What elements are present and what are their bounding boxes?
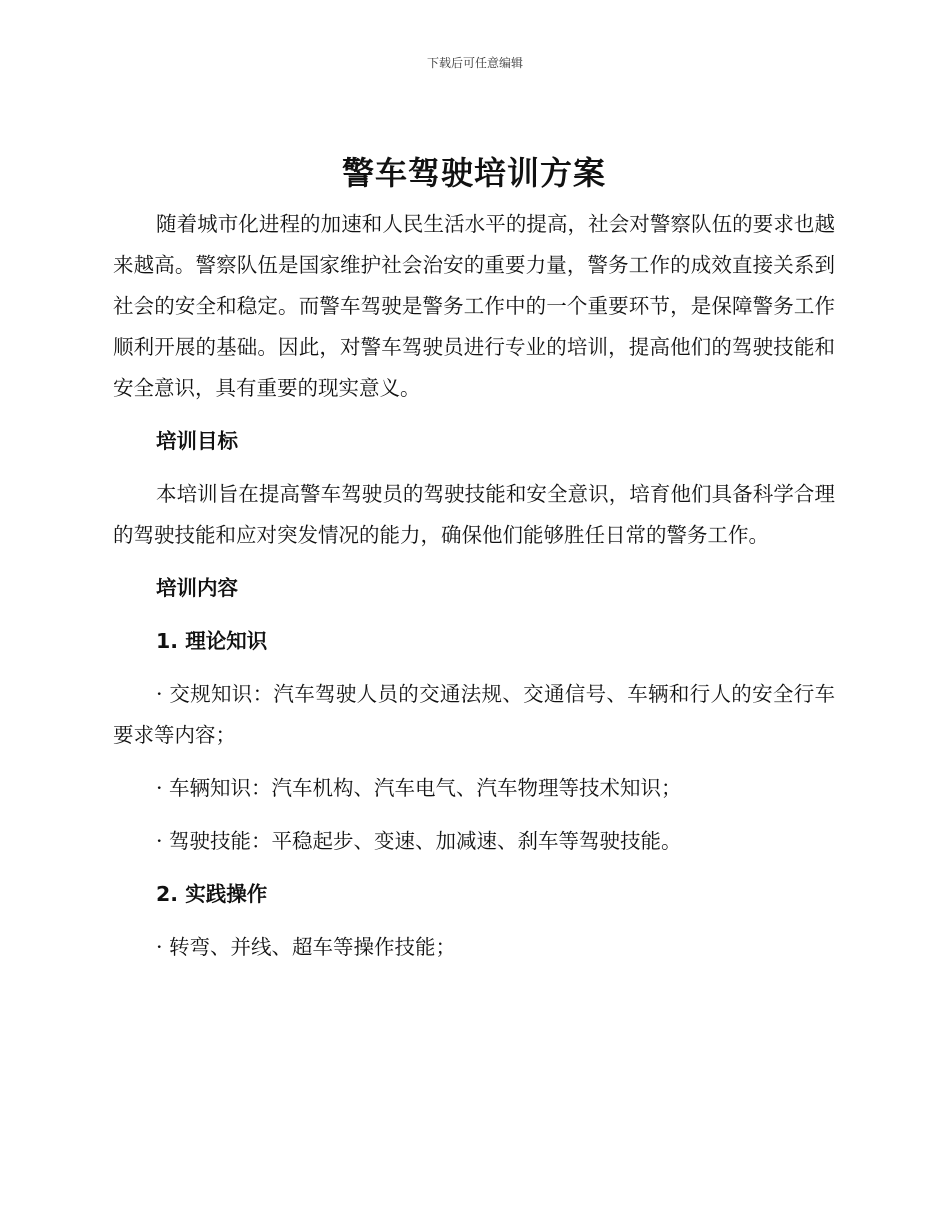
- header-note: 下载后可任意编辑: [426, 56, 523, 70]
- list-item: · 交规知识：汽车驾驶人员的交通法规、交通信号、车辆和行人的安全行车要求等内容；: [113, 682, 835, 747]
- list-item: · 转弯、并线、超车等操作技能；: [156, 935, 457, 959]
- document-title: 警车驾驶培训方案: [341, 154, 606, 192]
- document-body: [113, 150, 835, 968]
- list-item: · 驾驶技能：平稳起步、变速、加减速、刹车等驾驶技能。: [156, 829, 682, 853]
- intro-paragraph: 随着城市化进程的加速和人民生活水平的提高，社会对警察队伍的要求也越来越高。警察队伍是国家维护社会治安的重要力量，警务工作的成效直接关系到社会的安全和稳定。而警车驾驶是警务工作中的一个重要环节，是保障警务工作顺利开展的基础。因此，对警车驾驶员进行专业的培训，提高他们的驾驶技能和安全意识，具有重要的现实意义。: [113, 212, 835, 400]
- list-item: · 车辆知识：汽车机构、汽车电气、汽车物理等技术知识；: [156, 776, 682, 800]
- goal-paragraph: 本培训旨在提高警车驾驶员的驾驶技能和安全意识，培育他们具备科学合理的驾驶技能和应对突发情况的能力，确保他们能够胜任日常的警务工作。: [113, 482, 835, 547]
- section-heading-content: 培训内容: [156, 576, 238, 600]
- section-heading-goal: 培训目标: [156, 429, 238, 453]
- subheading-theory: 1. 理论知识: [156, 629, 268, 653]
- subheading-practice: 2. 实践操作: [156, 882, 268, 906]
